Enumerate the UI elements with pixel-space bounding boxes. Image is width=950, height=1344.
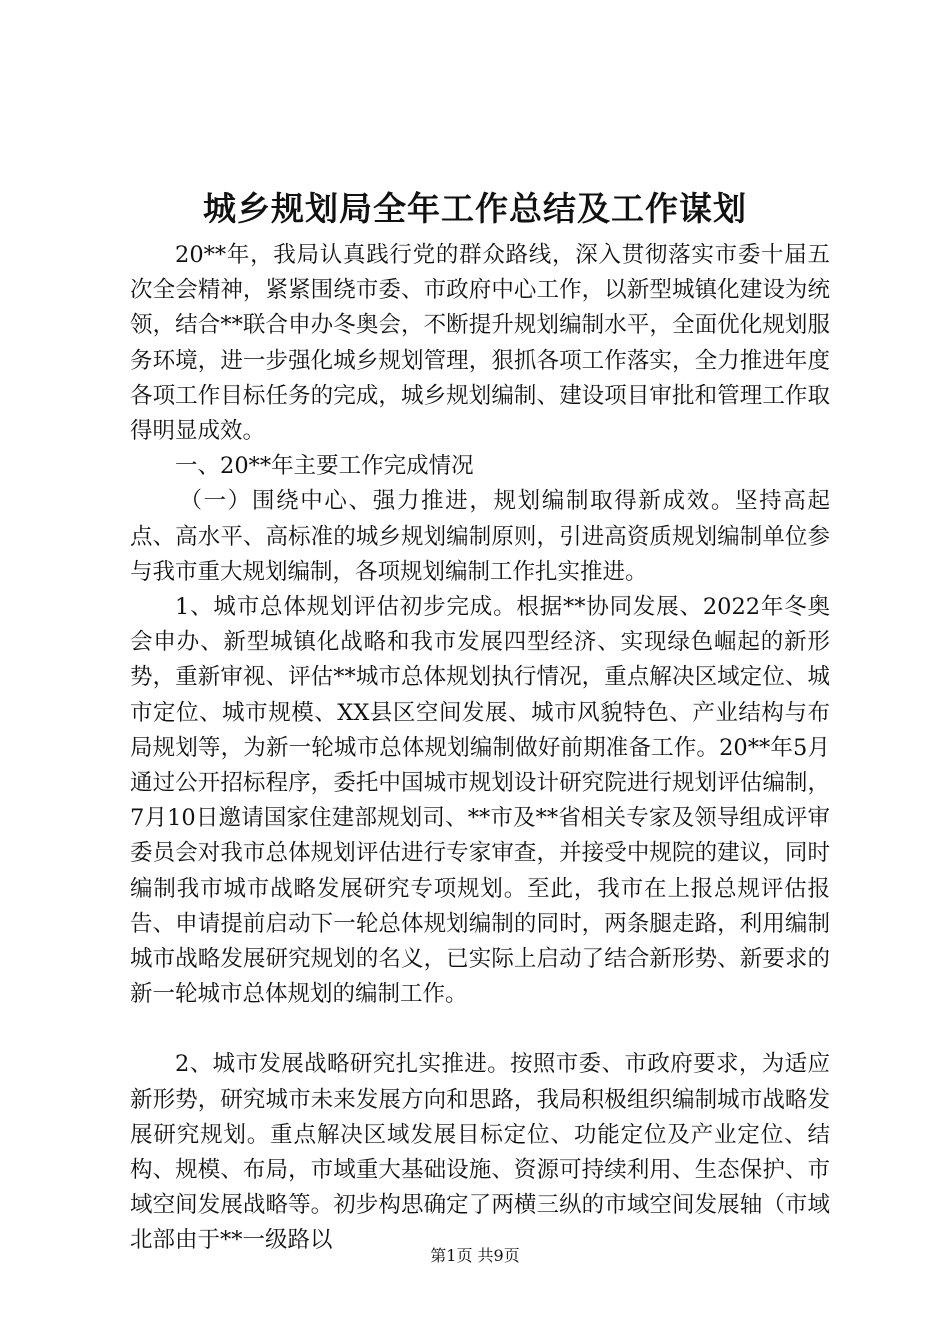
paragraph-item-2: 2、城市发展战略研究扎实推进。按照市委、市政府要求，为适应新形势，研究城市未来发展方向和思路，我局积极组织编制城市战略发展研究规划。重点解决区域发展目标定位、功能定位及产业定位、结构、规模、布局，市域重大基础设施、资源可持续利用、生态保护、市域空间发展战略等。初步构思确定了两横三纵的市域空间发展轴（市域北部由于**一级路以 [130,1051,830,1254]
document-body [130,238,830,1259]
paragraph-subsection-1: （一）围绕中心、强力推进，规划编制取得新成效。坚持高起点、高水平、高标准的城乡规划编制原则，引进高资质规划编制单位参与我市重大规划编制，各项规划编制工作扎实推进。 [130,488,830,585]
page-number: 第1页 共9页 [430,1246,520,1265]
paragraph-intro: 20**年，我局认真践行党的群众路线，深入贯彻落实市委十届五次全会精神，紧紧围绕市委、市政府中心工作，以新型城镇化建设为统领，结合**联合申办冬奥会，不断提升规划编制水平，全面优化规划服务环境，进一步强化城乡规划管理，狠抓各项工作落实，全力推进年度各项工作目标任务的完成，城乡规划编制、建设项目审批和管理工作取得明显成效。 [130,242,830,445]
paragraph-gap [130,1012,830,1047]
document-title: 城乡规划局全年工作总结及工作谋划 [203,189,747,228]
section-heading: 一、20**年主要工作完成情况 [175,453,474,480]
paragraph-item-1: 1、城市总体规划评估初步完成。根据**协同发展、2022年冬奥会申办、新型城镇化战略和我市发展四型经济、实现绿色崛起的新形势，重新审视、评估**城市总体规划执行情况，重点解决区域定位、城市定位、城市规模、XX县区空间发展、城市风貌特色、产业结构与布局规划等，为新一轮城市总体规划编制做好前期准备工作。20**年5月通过公开招标程序，委托中国城市规划设计研究院进行规划评估编制，7月10日邀请国家住建部规划司、**市及**省相关专家及领导组成评审委员会对我市总体规划评估进行专家审查，并接受中规院的建议，同时编制我市城市战略发展研究专项规划。至此，我市在上报总规评估报告、申请提前启动下一轮总体规划编制的同时，两条腿走路，利用编制城市战略发展研究规划的名义，已实际上启动了结合新形势、新要求的新一轮城市总体规划的编制工作。 [130,594,830,1008]
